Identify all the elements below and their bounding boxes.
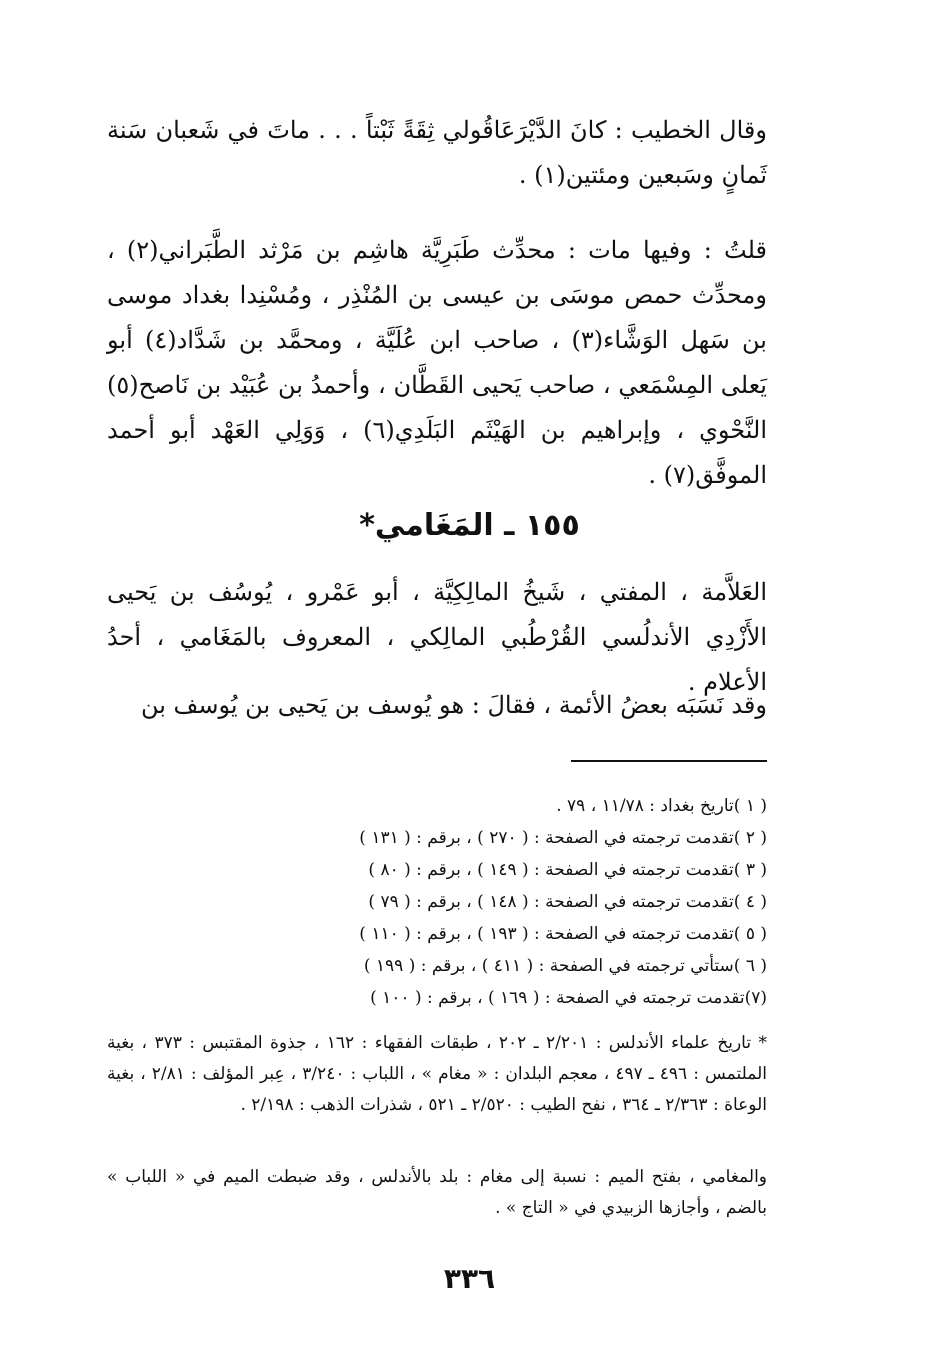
footnote-separator: [571, 760, 767, 762]
footnote-4: ( ٤ )تقدمت ترجمته في الصفحة : ( ١٤٨ ) ، برقم : ( ٧٩ ): [368, 892, 767, 912]
footnote-5: ( ٥ )تقدمت ترجمته في الصفحة : ( ١٩٣ ) ، برقم : ( ١١٠ ): [359, 924, 767, 944]
footnote-3: ( ٣ )تقدمت ترجمته في الصفحة : ( ١٤٩ ) ، برقم : ( ٨٠ ): [368, 860, 767, 880]
entry-heading: ١٥٥ ـ المَغَامي*: [359, 508, 580, 543]
paragraph-khatib-quote: وقال الخطيب : كانَ الدَّيْرَعَاقُولي ثِقَةً ثَبْتاً . . . ماتَ في شَعبان سَنة ثَمانٍ وسَبعين ومئتين(١) .: [107, 116, 767, 189]
paragraph-biography-intro: العَلاَّمة ، المفتي ، شَيخُ المالِكِيَّة ، أبو عَمْرو ، يُوسُف بن يَحيى الأَزْدِي الأندلُسي القُرْطُبي المالِكي ، المعروف بالمَغَامي ، أحدُ الأعلام .: [107, 578, 767, 696]
footnote-2: ( ٢ )تقدمت ترجمته في الصفحة : ( ٢٧٠ ) ، برقم : ( ١٣١ ): [359, 828, 767, 848]
footnote-1: ( ١ )تاريخ بغداد : ١١/٧٨ ، ٧٩ .: [556, 796, 767, 816]
footnote-7: (٧)تقدمت ترجمته في الصفحة : ( ١٦٩ ) ، برقم : ( ١٠٠ ): [370, 988, 767, 1008]
paragraph-deaths-that-year: قلتُ : وفيها مات : محدِّث طَبَرِيَّة هاشِم بن مَرْثد الطَّبَراني(٢) ، ومحدِّث حمص موسَى بن عيسى بن المُنْذِر ، ومُسْنِدا بغداد موسى بن سَهل الوَشَّاء(٣) ، صاحب ابن عُلَيَّة ، ومحمَّد بن شَدَّاد(٤) أبو يَعلى المِسْمَعي ، صاحب يَحيى القَطَّان ، وأحمدُ بن عُبَيْد بن نَاصح(٥) النَّحْوي ، وإبراهيم بن الهَيْثَم البَلَدِي(٦) ، وَوَلِي العَهْد أبو أحمد الموفَّق(٧) .: [107, 236, 767, 489]
sources-note: * تاريخ علماء الأندلس : ٢/٢٠١ ـ ٢٠٢ ، طبقات الفقهاء : ١٦٢ ، جذوة المقتبس : ٣٧٣ ، بغية الملتمس : ٤٩٦ ـ ٤٩٧ ، معجم البلدان : « مغام » ، اللباب : ٣/٢٤٠ ، عِبر المؤلف : ٢/٨١ ، بغية الوعاة : ٢/٣٦٣ ـ ٣٦٤ ، نفح الطيب : ٢/٥٢٠ ـ ٥٢١ ، شذرات الذهب : ٢/١٩٨ .: [107, 1033, 767, 1115]
nisba-note: والمغامي ، بفتح الميم : نسبة إلى مغام : بلد بالأندلس ، وقد ضبطت الميم في « اللباب » بالضم ، وأجازها الزبيدي في « التاج » .: [107, 1167, 767, 1218]
footnotes: [107, 790, 767, 1014]
page-number: ٣٣٦: [443, 1262, 496, 1295]
paragraph-lineage: وقد نَسَبَه بعضُ الأئمة ، فقالَ : هو يُوسف بن يَحيى بن يُوسف بن: [140, 691, 767, 719]
footnote-6: ( ٦ )ستأتي ترجمته في الصفحة : ( ٤١١ ) ، برقم : ( ١٩٩ ): [363, 956, 767, 976]
